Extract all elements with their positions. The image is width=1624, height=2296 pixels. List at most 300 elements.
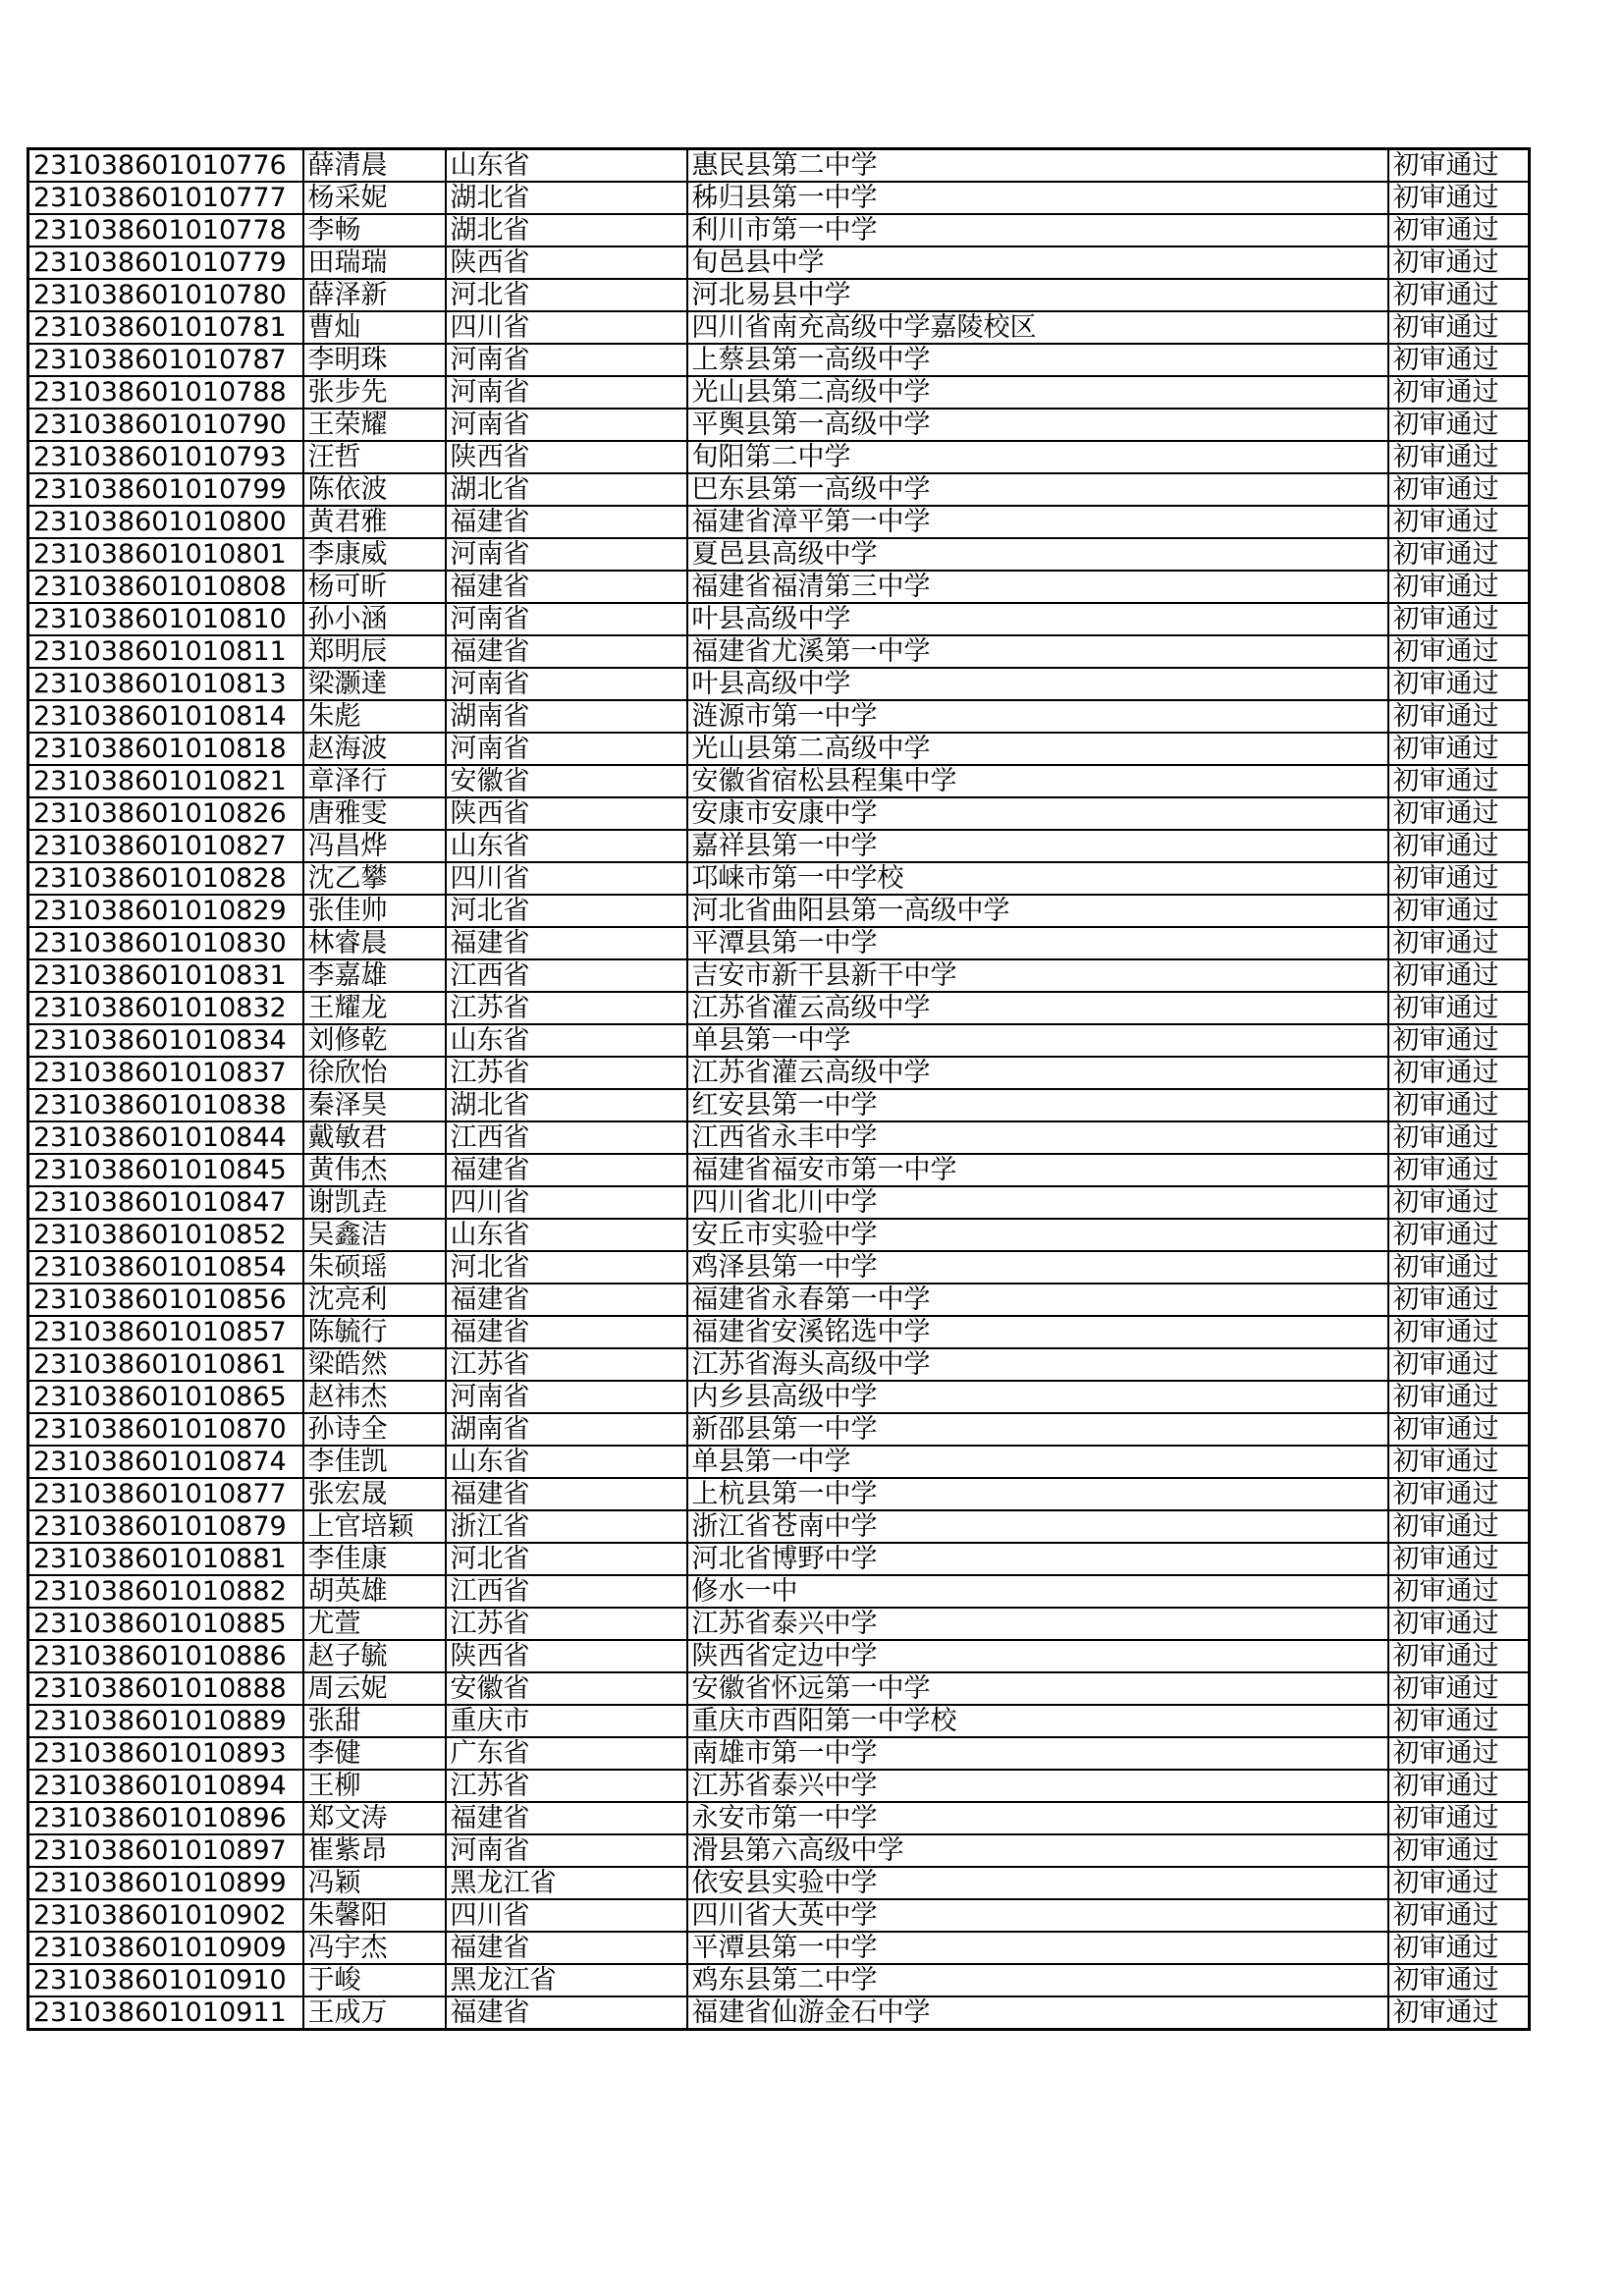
cell-school: 红安县第一中学 [687,1089,1388,1121]
cell-province: 江西省 [446,1575,687,1608]
table-row [28,635,1530,668]
cell-province: 河北省 [446,1543,687,1575]
cell-status: 初审通过 [1388,1251,1530,1284]
cell-id: 231038601010781 [28,311,303,344]
table-row [28,1089,1530,1121]
table-row [28,603,1530,635]
table-row [28,344,1530,376]
cell-province: 江苏省 [446,1608,687,1640]
cell-name: 李康威 [303,538,446,571]
cell-province: 湖北省 [446,473,687,506]
cell-school: 光山县第二高级中学 [687,376,1388,409]
table-row [28,1024,1530,1057]
cell-id: 231038601010828 [28,862,303,895]
cell-name: 李佳凯 [303,1446,446,1478]
table-row [28,538,1530,571]
table-row [28,1834,1530,1867]
cell-name: 吴鑫洁 [303,1219,446,1251]
cell-province: 湖南省 [446,700,687,733]
cell-name: 孙小涵 [303,603,446,635]
cell-name: 陈毓行 [303,1316,446,1348]
cell-status: 初审通过 [1388,246,1530,279]
cell-status: 初审通过 [1388,1154,1530,1186]
cell-province: 江西省 [446,1121,687,1154]
cell-province: 四川省 [446,862,687,895]
cell-status: 初审通过 [1388,830,1530,862]
cell-name: 李嘉雄 [303,959,446,992]
table-row [28,668,1530,700]
cell-status: 初审通过 [1388,1446,1530,1478]
cell-province: 江苏省 [446,992,687,1024]
cell-school: 安徽省怀远第一中学 [687,1672,1388,1705]
table-row [28,1284,1530,1316]
cell-status: 初审通过 [1388,1867,1530,1899]
cell-province: 湖北省 [446,182,687,214]
cell-id: 231038601010910 [28,1964,303,1996]
cell-id: 231038601010826 [28,797,303,830]
cell-school: 四川省南充高级中学嘉陵校区 [687,311,1388,344]
table-row [28,733,1530,765]
cell-id: 231038601010847 [28,1186,303,1219]
cell-status: 初审通过 [1388,992,1530,1024]
table-row [28,506,1530,538]
cell-status: 初审通过 [1388,927,1530,959]
cell-province: 福建省 [446,1996,687,2030]
cell-school: 福建省尤溪第一中学 [687,635,1388,668]
cell-province: 福建省 [446,1316,687,1348]
cell-school: 平潭县第一中学 [687,927,1388,959]
cell-name: 谢凯垚 [303,1186,446,1219]
cell-status: 初审通过 [1388,441,1530,473]
cell-id: 231038601010879 [28,1510,303,1543]
cell-id: 231038601010911 [28,1996,303,2030]
cell-school: 江苏省泰兴中学 [687,1770,1388,1802]
cell-province: 河南省 [446,603,687,635]
cell-name: 徐欣怡 [303,1057,446,1089]
cell-name: 陈依波 [303,473,446,506]
cell-school: 吉安市新干县新干中学 [687,959,1388,992]
cell-province: 山东省 [446,149,687,183]
cell-school: 河北省博野中学 [687,1543,1388,1575]
cell-name: 李明珠 [303,344,446,376]
cell-name: 崔紫昂 [303,1834,446,1867]
cell-status: 初审通过 [1388,1510,1530,1543]
cell-school: 滑县第六高级中学 [687,1834,1388,1867]
cell-school: 福建省福清第三中学 [687,571,1388,603]
cell-province: 江苏省 [446,1057,687,1089]
cell-school: 陕西省定边中学 [687,1640,1388,1672]
cell-status: 初审通过 [1388,1413,1530,1446]
cell-status: 初审通过 [1388,1381,1530,1413]
cell-school: 单县第一中学 [687,1024,1388,1057]
cell-id: 231038601010852 [28,1219,303,1251]
cell-id: 231038601010857 [28,1316,303,1348]
cell-name: 胡英雄 [303,1575,446,1608]
cell-province: 陕西省 [446,1640,687,1672]
table-row [28,959,1530,992]
cell-school: 涟源市第一中学 [687,700,1388,733]
table-row [28,1608,1530,1640]
cell-school: 旬阳第二中学 [687,441,1388,473]
cell-status: 初审通过 [1388,1834,1530,1867]
cell-status: 初审通过 [1388,1899,1530,1932]
cell-school: 四川省北川中学 [687,1186,1388,1219]
cell-province: 河北省 [446,1251,687,1284]
cell-id: 231038601010870 [28,1413,303,1446]
cell-status: 初审通过 [1388,149,1530,183]
table-row [28,1121,1530,1154]
cell-school: 旬邑县中学 [687,246,1388,279]
cell-province: 河南省 [446,733,687,765]
cell-status: 初审通过 [1388,1478,1530,1510]
cell-id: 231038601010831 [28,959,303,992]
cell-province: 河南省 [446,668,687,700]
cell-school: 单县第一中学 [687,1446,1388,1478]
cell-name: 王成万 [303,1996,446,2030]
cell-id: 231038601010800 [28,506,303,538]
cell-id: 231038601010808 [28,571,303,603]
cell-id: 231038601010844 [28,1121,303,1154]
table-row [28,927,1530,959]
cell-province: 福建省 [446,635,687,668]
cell-school: 邛崃市第一中学校 [687,862,1388,895]
cell-id: 231038601010881 [28,1543,303,1575]
cell-id: 231038601010799 [28,473,303,506]
cell-name: 朱馨阳 [303,1899,446,1932]
cell-id: 231038601010827 [28,830,303,862]
table-row [28,895,1530,927]
cell-name: 赵海波 [303,733,446,765]
cell-status: 初审通过 [1388,1608,1530,1640]
cell-status: 初审通过 [1388,733,1530,765]
cell-status: 初审通过 [1388,279,1530,311]
cell-name: 李健 [303,1737,446,1770]
cell-province: 安徽省 [446,765,687,797]
cell-id: 231038601010788 [28,376,303,409]
cell-province: 重庆市 [446,1705,687,1737]
table-row [28,1381,1530,1413]
cell-province: 四川省 [446,1186,687,1219]
cell-status: 初审通过 [1388,1219,1530,1251]
table-row [28,1932,1530,1964]
cell-school: 平舆县第一高级中学 [687,409,1388,441]
cell-id: 231038601010837 [28,1057,303,1089]
cell-status: 初审通过 [1388,214,1530,246]
cell-status: 初审通过 [1388,1705,1530,1737]
cell-status: 初审通过 [1388,506,1530,538]
cell-province: 河北省 [446,279,687,311]
cell-id: 231038601010811 [28,635,303,668]
cell-name: 张佳帅 [303,895,446,927]
cell-school: 浙江省苍南中学 [687,1510,1388,1543]
table-row [28,830,1530,862]
cell-status: 初审通过 [1388,409,1530,441]
cell-id: 231038601010889 [28,1705,303,1737]
cell-id: 231038601010813 [28,668,303,700]
cell-status: 初审通过 [1388,700,1530,733]
cell-id: 231038601010787 [28,344,303,376]
table-row [28,862,1530,895]
cell-name: 尤萱 [303,1608,446,1640]
cell-province: 河南省 [446,1381,687,1413]
cell-status: 初审通过 [1388,635,1530,668]
table-row [28,311,1530,344]
cell-status: 初审通过 [1388,1121,1530,1154]
cell-name: 李畅 [303,214,446,246]
cell-name: 黄伟杰 [303,1154,446,1186]
cell-id: 231038601010854 [28,1251,303,1284]
cell-province: 河南省 [446,1834,687,1867]
cell-id: 231038601010861 [28,1348,303,1381]
cell-name: 郑明辰 [303,635,446,668]
cell-id: 231038601010885 [28,1608,303,1640]
cell-status: 初审通过 [1388,376,1530,409]
candidate-table [27,147,1531,2031]
cell-province: 安徽省 [446,1672,687,1705]
table-row [28,700,1530,733]
cell-school: 嘉祥县第一中学 [687,830,1388,862]
cell-name: 王柳 [303,1770,446,1802]
cell-status: 初审通过 [1388,895,1530,927]
cell-province: 山东省 [446,1446,687,1478]
cell-status: 初审通过 [1388,1089,1530,1121]
cell-province: 湖北省 [446,214,687,246]
cell-school: 新邵县第一中学 [687,1413,1388,1446]
cell-name: 张步先 [303,376,446,409]
cell-id: 231038601010838 [28,1089,303,1121]
table-row [28,246,1530,279]
cell-name: 朱硕瑶 [303,1251,446,1284]
cell-school: 安徽省宿松县程集中学 [687,765,1388,797]
cell-school: 江苏省灌云高级中学 [687,1057,1388,1089]
cell-school: 惠民县第二中学 [687,149,1388,183]
cell-province: 江苏省 [446,1770,687,1802]
table-row [28,765,1530,797]
cell-id: 231038601010874 [28,1446,303,1478]
cell-province: 福建省 [446,927,687,959]
cell-province: 河南省 [446,538,687,571]
cell-school: 鸡东县第二中学 [687,1964,1388,1996]
table-row [28,1478,1530,1510]
cell-status: 初审通过 [1388,1640,1530,1672]
table-row [28,571,1530,603]
cell-status: 初审通过 [1388,1964,1530,1996]
cell-id: 231038601010877 [28,1478,303,1510]
table-row [28,149,1530,183]
cell-name: 梁灏達 [303,668,446,700]
table-row [28,1186,1530,1219]
table-row [28,182,1530,214]
cell-status: 初审通过 [1388,959,1530,992]
cell-name: 冯颖 [303,1867,446,1899]
cell-id: 231038601010845 [28,1154,303,1186]
cell-name: 孙诗全 [303,1413,446,1446]
cell-id: 231038601010888 [28,1672,303,1705]
cell-province: 山东省 [446,1219,687,1251]
table-row [28,279,1530,311]
cell-id: 231038601010894 [28,1770,303,1802]
table-row [28,797,1530,830]
cell-status: 初审通过 [1388,1057,1530,1089]
cell-school: 平潭县第一中学 [687,1932,1388,1964]
cell-school: 江苏省海头高级中学 [687,1348,1388,1381]
cell-status: 初审通过 [1388,1186,1530,1219]
cell-name: 章泽行 [303,765,446,797]
cell-id: 231038601010779 [28,246,303,279]
cell-status: 初审通过 [1388,1770,1530,1802]
table-body [28,149,1530,2030]
cell-status: 初审通过 [1388,538,1530,571]
cell-id: 231038601010790 [28,409,303,441]
cell-school: 秭归县第一中学 [687,182,1388,214]
table-row [28,1543,1530,1575]
cell-status: 初审通过 [1388,571,1530,603]
cell-id: 231038601010896 [28,1802,303,1834]
table-row [28,1705,1530,1737]
cell-school: 内乡县高级中学 [687,1381,1388,1413]
table-row [28,1964,1530,1996]
cell-name: 黄君雅 [303,506,446,538]
table-row [28,1770,1530,1802]
cell-school: 依安县实验中学 [687,1867,1388,1899]
cell-id: 231038601010886 [28,1640,303,1672]
cell-id: 231038601010832 [28,992,303,1024]
table-row [28,1899,1530,1932]
cell-school: 光山县第二高级中学 [687,733,1388,765]
cell-school: 福建省永春第一中学 [687,1284,1388,1316]
cell-school: 河北易县中学 [687,279,1388,311]
cell-name: 薛泽新 [303,279,446,311]
table-row [28,376,1530,409]
cell-status: 初审通过 [1388,344,1530,376]
cell-name: 田瑞瑞 [303,246,446,279]
cell-status: 初审通过 [1388,1802,1530,1834]
table-row [28,1413,1530,1446]
cell-name: 沈乙攀 [303,862,446,895]
cell-school: 永安市第一中学 [687,1802,1388,1834]
cell-name: 郑文涛 [303,1802,446,1834]
cell-name: 杨可昕 [303,571,446,603]
cell-province: 黑龙江省 [446,1867,687,1899]
cell-name: 周云妮 [303,1672,446,1705]
cell-province: 陕西省 [446,441,687,473]
cell-province: 河南省 [446,376,687,409]
cell-name: 赵祎杰 [303,1381,446,1413]
cell-id: 231038601010830 [28,927,303,959]
cell-id: 231038601010780 [28,279,303,311]
cell-id: 231038601010777 [28,182,303,214]
cell-id: 231038601010814 [28,700,303,733]
cell-status: 初审通过 [1388,1672,1530,1705]
cell-school: 上杭县第一中学 [687,1478,1388,1510]
cell-province: 江西省 [446,959,687,992]
cell-province: 浙江省 [446,1510,687,1543]
cell-id: 231038601010801 [28,538,303,571]
cell-province: 河南省 [446,344,687,376]
cell-id: 231038601010778 [28,214,303,246]
cell-status: 初审通过 [1388,1575,1530,1608]
cell-status: 初审通过 [1388,765,1530,797]
cell-province: 福建省 [446,1932,687,1964]
cell-name: 张宏晟 [303,1478,446,1510]
cell-province: 黑龙江省 [446,1964,687,1996]
cell-status: 初审通过 [1388,1737,1530,1770]
table-row [28,1251,1530,1284]
cell-status: 初审通过 [1388,1284,1530,1316]
cell-school: 福建省安溪铭选中学 [687,1316,1388,1348]
cell-status: 初审通过 [1388,1543,1530,1575]
cell-province: 广东省 [446,1737,687,1770]
cell-id: 231038601010902 [28,1899,303,1932]
cell-school: 安康市安康中学 [687,797,1388,830]
cell-id: 231038601010882 [28,1575,303,1608]
cell-province: 福建省 [446,506,687,538]
cell-status: 初审通过 [1388,1316,1530,1348]
cell-status: 初审通过 [1388,311,1530,344]
cell-name: 汪哲 [303,441,446,473]
cell-name: 薛清晨 [303,149,446,183]
cell-name: 于峻 [303,1964,446,1996]
cell-status: 初审通过 [1388,473,1530,506]
table-row [28,1446,1530,1478]
cell-name: 戴敏君 [303,1121,446,1154]
cell-id: 231038601010893 [28,1737,303,1770]
table-row [28,1640,1530,1672]
cell-name: 朱彪 [303,700,446,733]
table-row [28,1510,1530,1543]
cell-school: 江西省永丰中学 [687,1121,1388,1154]
cell-school: 江苏省灌云高级中学 [687,992,1388,1024]
cell-school: 叶县高级中学 [687,668,1388,700]
cell-province: 河北省 [446,895,687,927]
cell-status: 初审通过 [1388,1024,1530,1057]
table-row [28,1057,1530,1089]
cell-name: 冯宇杰 [303,1932,446,1964]
cell-school: 鸡泽县第一中学 [687,1251,1388,1284]
cell-status: 初审通过 [1388,182,1530,214]
cell-school: 安丘市实验中学 [687,1219,1388,1251]
cell-school: 夏邑县高级中学 [687,538,1388,571]
cell-name: 刘修乾 [303,1024,446,1057]
cell-id: 231038601010899 [28,1867,303,1899]
cell-school: 上蔡县第一高级中学 [687,344,1388,376]
table-row [28,214,1530,246]
cell-school: 南雄市第一中学 [687,1737,1388,1770]
cell-school: 福建省漳平第一中学 [687,506,1388,538]
cell-school: 四川省大英中学 [687,1899,1388,1932]
cell-id: 231038601010834 [28,1024,303,1057]
cell-status: 初审通过 [1388,797,1530,830]
table-row [28,1154,1530,1186]
cell-province: 江苏省 [446,1348,687,1381]
table-row [28,1996,1530,2030]
cell-school: 福建省仙游金石中学 [687,1996,1388,2030]
cell-name: 沈亮利 [303,1284,446,1316]
cell-province: 福建省 [446,1154,687,1186]
table-row [28,992,1530,1024]
table-row [28,1737,1530,1770]
cell-province: 湖北省 [446,1089,687,1121]
cell-status: 初审通过 [1388,1996,1530,2030]
cell-province: 山东省 [446,1024,687,1057]
cell-name: 曹灿 [303,311,446,344]
cell-id: 231038601010856 [28,1284,303,1316]
cell-name: 林睿晨 [303,927,446,959]
cell-name: 冯昌烨 [303,830,446,862]
cell-id: 231038601010829 [28,895,303,927]
cell-name: 赵子毓 [303,1640,446,1672]
cell-status: 初审通过 [1388,1932,1530,1964]
